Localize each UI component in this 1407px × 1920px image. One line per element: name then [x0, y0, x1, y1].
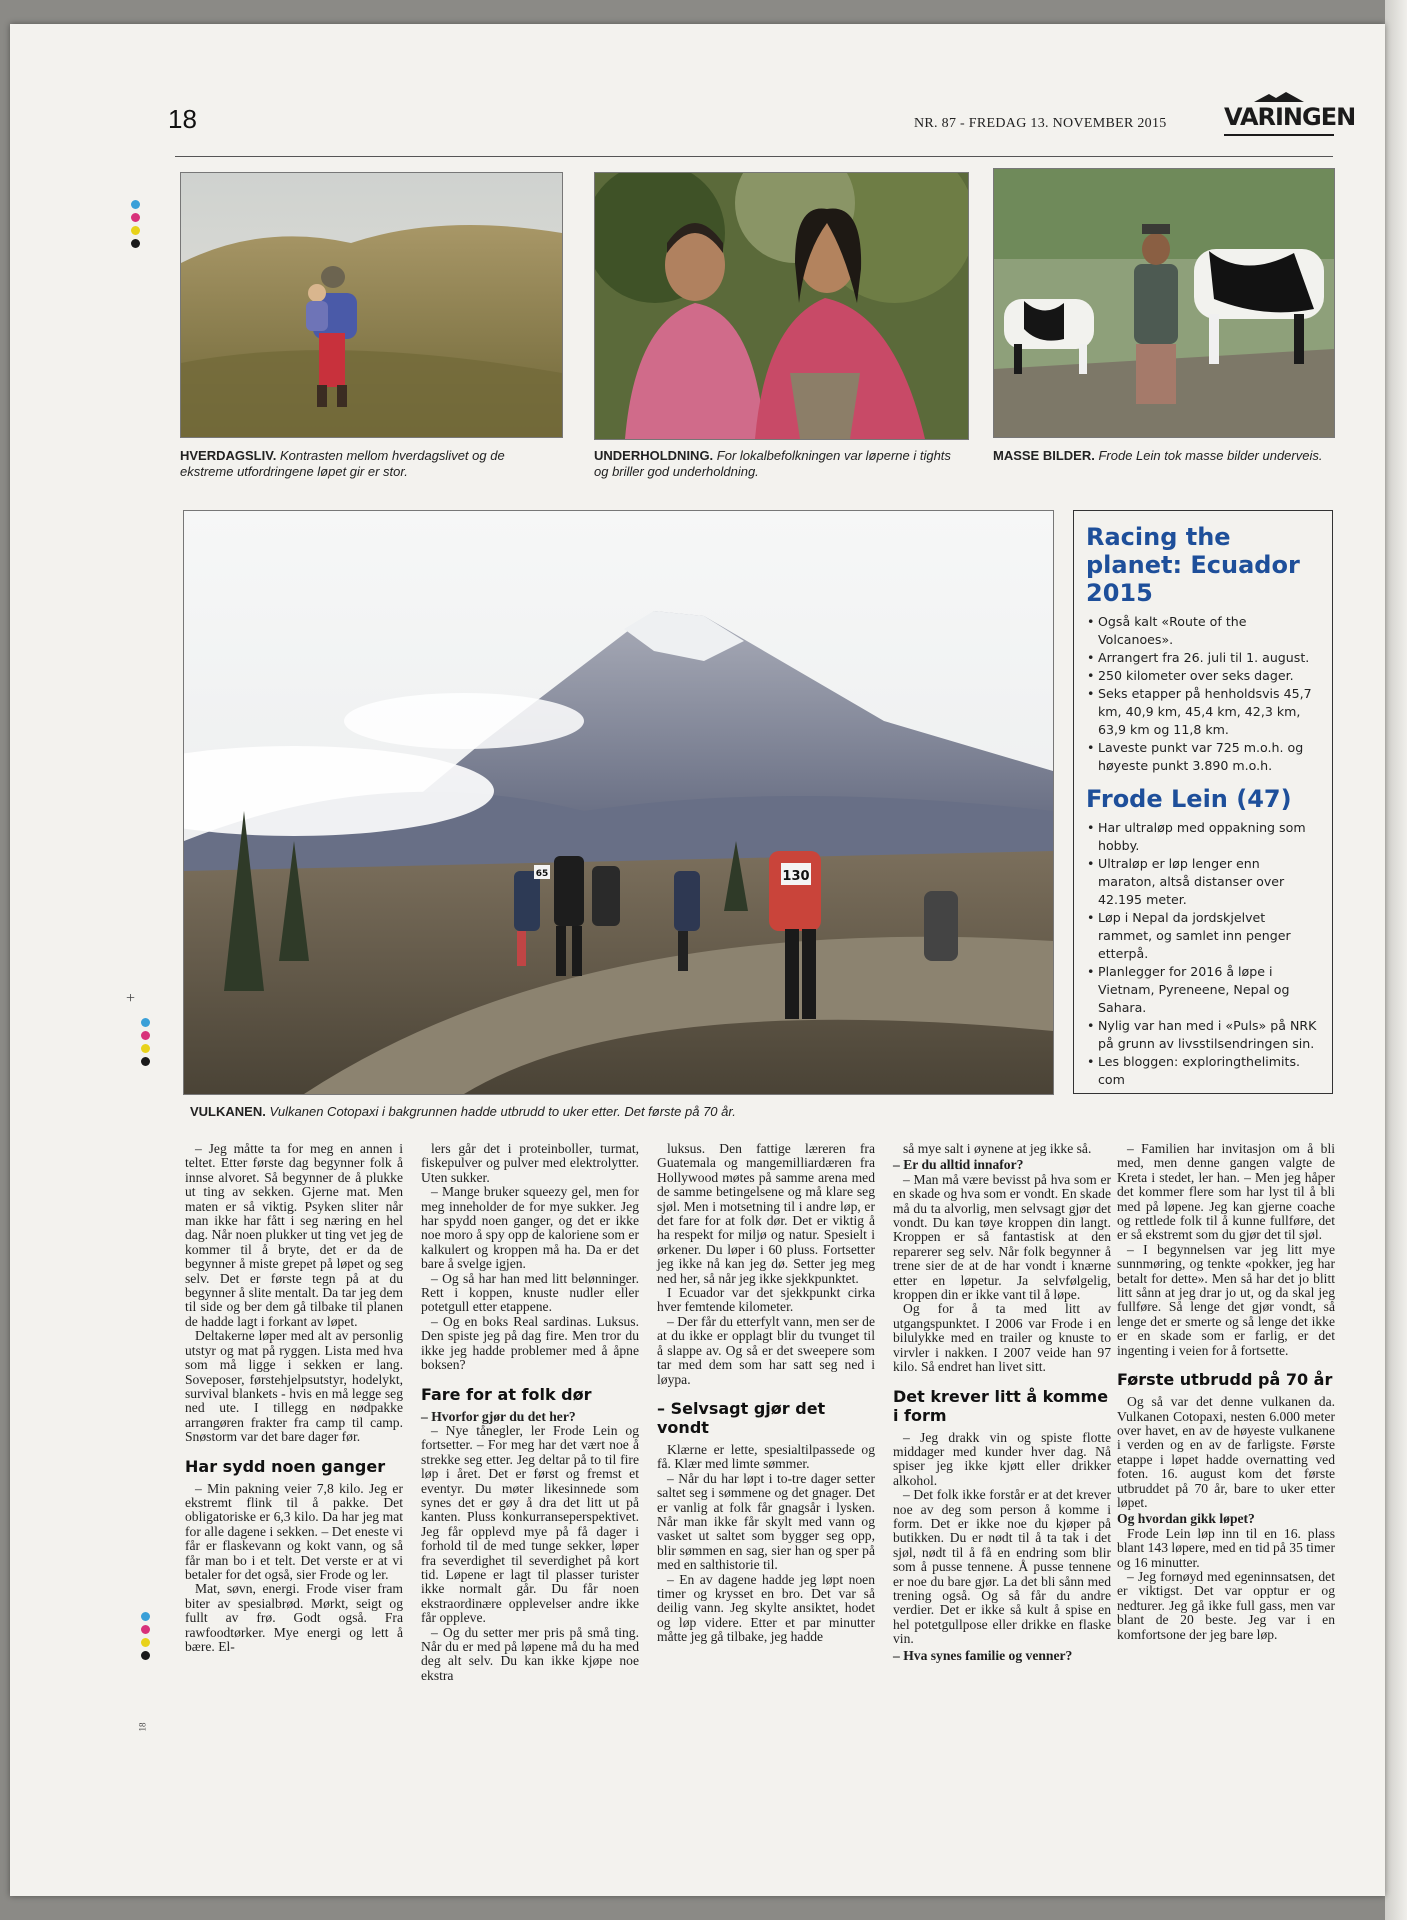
factbox-title-person: Frode Lein (47) — [1086, 785, 1292, 813]
paragraph: – En av dagene hadde jeg løpt noen timer og krysset en bro. Det var så deilig vann. Jeg skylte ansiktet, hodet og løp videre. Etter et par minutter måtte jeg gå tilbake, jeg hadde — [657, 1571, 875, 1645]
caption-text: Frode Lein tok masse bilder underveis. — [1098, 448, 1323, 463]
margin-vertical-mark: 18 — [137, 1722, 148, 1732]
list-item: • Les bloggen: exploringthelimits. com — [1098, 1053, 1320, 1089]
question: – Hva synes familie og venner? — [893, 1647, 1073, 1663]
paragraph: – Når du har løpt i to-tre dager setter saltet seg i sømmene og det gnager. Det er vanlig at folk får gnagsår i lysken. Når man ikke får skylt med vann og vasket ut saltet som bygger seg opp, blir sømmen en sag, sier han og sper på med en salthistorie til. — [657, 1470, 875, 1573]
paragraph: Og så var det denne vulkanen da. Vulkanen Cotopaxi, nesten 6.000 meter over havet, en av de høyeste vulkanene i verden og en av de farligste. Første etappe i løpet hadde overnatting ved foten. 16. august kom det første utbruddet på 70 år, bare to uker etter løpet. — [1117, 1394, 1335, 1510]
list-item: • 250 kilometer over seks dager. — [1098, 667, 1320, 685]
paragraph: lers går det i proteinboller, turmat, fiskepulver og pulver med elektrolytter. Uten sukker. — [421, 1141, 639, 1185]
article-column-4 — [893, 1142, 1111, 1663]
question: – Hvorfor gjør du det her? — [421, 1408, 576, 1424]
registration-marks-top — [131, 200, 140, 248]
adjacent-page-edge — [1385, 0, 1407, 1920]
article-column-5 — [1117, 1142, 1335, 1642]
paragraph: Mat, søvn, energi. Frode viser fram biter av spesialbrød. Mørkt, seigt og fullt av frø. Godt også. Fra rawfoodtørker. Mye energi og lett å bære. El- — [185, 1581, 403, 1654]
subheading: Har sydd noen ganger — [185, 1456, 386, 1476]
paragraph: Og for å ta med litt av utgangspunktet. I 2006 var Frode i en bilulykke med en trailer og knuste to virvler i nakken. I 2007 veide han 97 kilo. Så endret han livet sitt. — [893, 1301, 1111, 1375]
factbox-title-race: Racing the planet: Ecuador 2015 — [1086, 523, 1300, 607]
photo-cows-image — [994, 169, 1334, 437]
page-number: 18 — [168, 104, 197, 134]
paragraph: Deltakerne løper med alt av personlig utstyr og mat på ryggen. Lista med hva som må ligge i sekken er lang. Soveposer, førstehjelpsutstyr, hodelykt, survival blankets - hvis en må legge seg ned ute. I tillegg en nødpakke arrangøren frakter fra camp til camp. Snøstorm var det bare dager før. — [185, 1328, 403, 1445]
subheading: Fare for at folk dør — [421, 1384, 592, 1404]
caption-text: Kontrasten mellom hverdagslivet og de ekstreme utfordringene løpet gir er stor. — [180, 448, 505, 479]
paragraph: – Og en boks Real sardinas. Luksus. Den spiste jeg på dag fire. Men tror du ikke jeg hadde problemer med å åpne boksen? — [421, 1313, 639, 1373]
article-column-2 — [421, 1142, 639, 1683]
photo-two-women-image — [595, 173, 968, 439]
article-body — [185, 1142, 1335, 1882]
paragraph: – Og så har han med litt belønninger. Rett i koppen, knuste nudler eller potetgull etter etappene. — [421, 1270, 639, 1315]
paragraph: så mye salt i øynene at jeg ikke så. — [903, 1141, 1092, 1156]
list-item: • Seks etapper på henholdsvis 45,7 km, 40,9 km, 45,4 km, 42,3 km, 63,9 km og 11,8 km. — [1098, 685, 1320, 739]
question: Og hvordan gikk løpet? — [1117, 1511, 1255, 1527]
paragraph: – Min pakning veier 7,8 kilo. Jeg er ekstremt flink til å pakke. Det obligatoriske er 6,3 kilo. Da har jeg mat for alle dagene i sekken. – Det eneste vi får er flaskevann og kokt vann, og så får man bo i et telt. Det verste er at vi betaler for det også, sier Frode og ler. — [185, 1480, 403, 1582]
caption-label: VULKANEN. — [190, 1104, 266, 1119]
photo-masse-bilder — [993, 168, 1335, 438]
header-rule — [175, 156, 1333, 157]
logo-text: VARINGEN — [1224, 103, 1356, 131]
list-item: • Arrangert fra 26. juli til 1. august. — [1098, 649, 1320, 667]
caption-label: HVERDAGSLIV. — [180, 448, 277, 463]
crop-mark-icon: + — [126, 990, 136, 1007]
factbox-race-list — [1086, 613, 1320, 775]
list-item: • Ultraløp er løp lenger enn maraton, altså distanser over 42.195 meter. — [1098, 855, 1320, 909]
paragraph: – Man må være bevisst på hva som er en skade og hva som er vondt. En skade må du ta alvorlig, men selvsagt gjør det vondt. Du kan tøye kroppen din langt. Kroppen er så fantastisk at den reparerer seg selv. Når folk begynner å trene sier de at de har vondt i knærne etter en løpetur. Ja selvfølgelig, kroppen din er ikke vant til å løpe. — [893, 1171, 1111, 1303]
paragraph: – Jeg fornøyd med egeninnsatsen, det er viktigst. Det var opptur er og nedturer. Jeg gå ikke full gass, men var blant de 20 beste. Jeg var i en komfortsone der jeg bare løp. — [1117, 1568, 1335, 1642]
factbox-person-list — [1086, 819, 1320, 1089]
caption-text: Vulkanen Cotopaxi i bakgrunnen hadde utbrudd to uker etter. Det første på 70 år. — [269, 1104, 736, 1119]
paragraph: luksus. Den fattige læreren fra Guatemala og mangemilliardæren fra Hollywood møtes på samme arena med de samme betingelsene og må klare seg sjøl. Men i motsetning til i andre løp, er det fare for at folk dør. Det er viktig å ha respekt for miljø og natur. Spesielt i ørkener. Du løper i 60 pluss. Fortsetter jeg ikke nå kan jeg dø. Setter jeg meg ned her, så når jeg ikke sjekkpunktet. — [657, 1141, 875, 1286]
caption-label: MASSE BILDER. — [993, 448, 1095, 463]
issue-date: NR. 87 - FREDAG 13. NOVEMBER 2015 — [914, 116, 1167, 131]
newspaper-logo — [1224, 100, 1356, 136]
paragraph: Klærne er lette, spesialtilpassede og få. Klær med limte sømmer. — [657, 1441, 875, 1472]
paragraph: – Jeg måtte ta for meg en annen i teltet. Etter første dag begynner folk å innse alvoret. Så begynner de å plukke ut ting av sekken. Gjerne mat. Men maten er så viktig. Psyken sliter når man ikke har fått i seg næring en hel dag. Når noen plukker ut ting vet jeg de kommer til å bryte, det er da de begynner å miste grepet på løpet og seg selv. Det er første tegn på at du begynner å slite mentalt. Da tar jeg dem til side og ber dem gå tilbake til planen de hadde lagt i forkant av løpet. — [185, 1141, 403, 1329]
subheading: Første utbrudd på 70 år — [1117, 1370, 1333, 1390]
list-item: • Også kalt «Route of the Volcanoes». — [1098, 613, 1320, 649]
paragraph: I Ecuador var det sjekkpunkt cirka hver femtende kilometer. — [657, 1285, 875, 1315]
subheading: – Selvsagt gjør det vondt — [657, 1398, 826, 1437]
question: – Er du alltid innafor? — [893, 1157, 1024, 1173]
caption-vulkanen — [190, 1104, 1050, 1120]
paragraph: – Mange bruker squeezy gel, men for meg inneholder de for mye sukker. Jeg har spydd noen ganger, og det er ikke noe moro å spy opp de kaloriene som er kalkulert og kroppen må ha. Da er det bare å svelge igjen. — [421, 1184, 639, 1272]
paragraph: – Jeg drakk vin og spiste flotte middager med kunder hver dag. Nå spiser jeg ikke kjøtt eller drikker alkohol. — [893, 1429, 1111, 1488]
subheading: Det krever litt å komme i form — [893, 1386, 1109, 1425]
photo-vulkanen — [183, 510, 1054, 1095]
caption-label: UNDERHOLDNING. — [594, 448, 714, 463]
article-column-3 — [657, 1142, 875, 1645]
paragraph: – Nye tånegler, ler Frode Lein og fortsetter. – For meg har det vært noe å strekke seg etter. Jeg deltar på to til fire løp i året. Det er først og fremst et eventyr. Du møter likesinnede som synes det er gøy å dra det litt ut på kanten. Pluss konkurranseperspektivet. Jeg får opplevd mye på få dager i forhold til de med tunge sekker, løper fra severdighet til severdighet på kort tid. Løpene er lagt til plasser turister ikke normalt går. Du får noen ekstraordinære opplevelser andre ikke får oppleve. — [421, 1422, 639, 1626]
list-item: • Nylig var han med i «Puls» på NRK på grunn av livsstilsendringen sin. — [1098, 1017, 1320, 1053]
list-item: • Har ultraløp med oppakning som hobby. — [1098, 819, 1320, 855]
factbox — [1073, 510, 1333, 1094]
caption-text: For lokalbefolkningen var løperne i tights og briller god underholdning. — [594, 448, 951, 479]
list-item: • Planlegger for 2016 å løpe i Vietnam, Pyreneene, Nepal og Sahara. — [1098, 963, 1320, 1017]
list-item: • Løp i Nepal da jordskjelvet rammet, og samlet inn penger etterpå. — [1098, 909, 1320, 963]
mountain-logo-icon — [1254, 92, 1304, 102]
paragraph: – Der får du etterfylt vann, men ser de at du ikke er opplagt blir du tvunget til å slappe av. Og så er det sweepere som tar med dem som har satt seg ned i løypa. — [657, 1313, 875, 1387]
bib-number-65: 65 — [535, 869, 549, 879]
photo-hillside-image — [181, 173, 562, 437]
caption-masse-bilder — [993, 448, 1333, 464]
photo-volcano-runners-image — [184, 511, 1053, 1094]
list-item: • Laveste punkt var 725 m.o.h. og høyeste punkt 3.890 m.o.h. — [1098, 739, 1320, 775]
paragraph: – I begynnelsen var jeg litt mye sunnmøring, og tenkte «pokker, jeg har betalt for dette». Men så har det jo blitt litt sånn at jeg drar jo ut, og da skal jeg fullføre. Så lenge det gjør vondt, så lenge det er smerte og så lenge det ikke er en skade som er farlig, er det ingenting i veien for å fortsette. — [1117, 1241, 1335, 1358]
paragraph: – Det folk ikke forstår er at det krever noe av deg som person å komme i form. Det er ikke noe du kjøper på butikken. Du er nødt til å ta tak i det sjøl, nødt til å få en endring som blir som å pusse tennene. Å pusse tennene er noe du bare gjør. La det bli sånn med trening også. Og så får du andre verdier. Det er ikke så kult å spise en hel potetgullpose eller drikke en flaske vin. — [893, 1487, 1111, 1647]
article-column-1 — [185, 1142, 403, 1654]
paragraph: Frode Lein løp inn til en 16. plass blant 143 løpere, med en tid på 35 timer og 16 minutter. — [1117, 1525, 1335, 1570]
registration-marks-bottom — [141, 1612, 150, 1660]
paragraph: – Familien har invitasjon om å bli med, men denne gangen valgte de Kreta i stedet, ler han. – Men jeg håper det kommer flere som har lyst til å bli med på løpene. Jeg kan gjerne coache og rettlede folk til å kunne fullføre, det er så ekstremt som du gjør det til sjøl. — [1117, 1141, 1335, 1243]
caption-underholdning — [594, 448, 968, 480]
photo-underholdning — [594, 172, 969, 440]
photo-hverdagsliv — [180, 172, 563, 438]
caption-hverdagsliv — [180, 448, 560, 480]
bib-number-130: 130 — [782, 869, 810, 884]
paragraph: – Og du setter mer pris på små ting. Når du er med på løpene må du ha med deg alt selv. Du kan ikke kjøpe noe ekstra — [421, 1624, 639, 1683]
registration-marks-middle — [141, 1018, 150, 1066]
